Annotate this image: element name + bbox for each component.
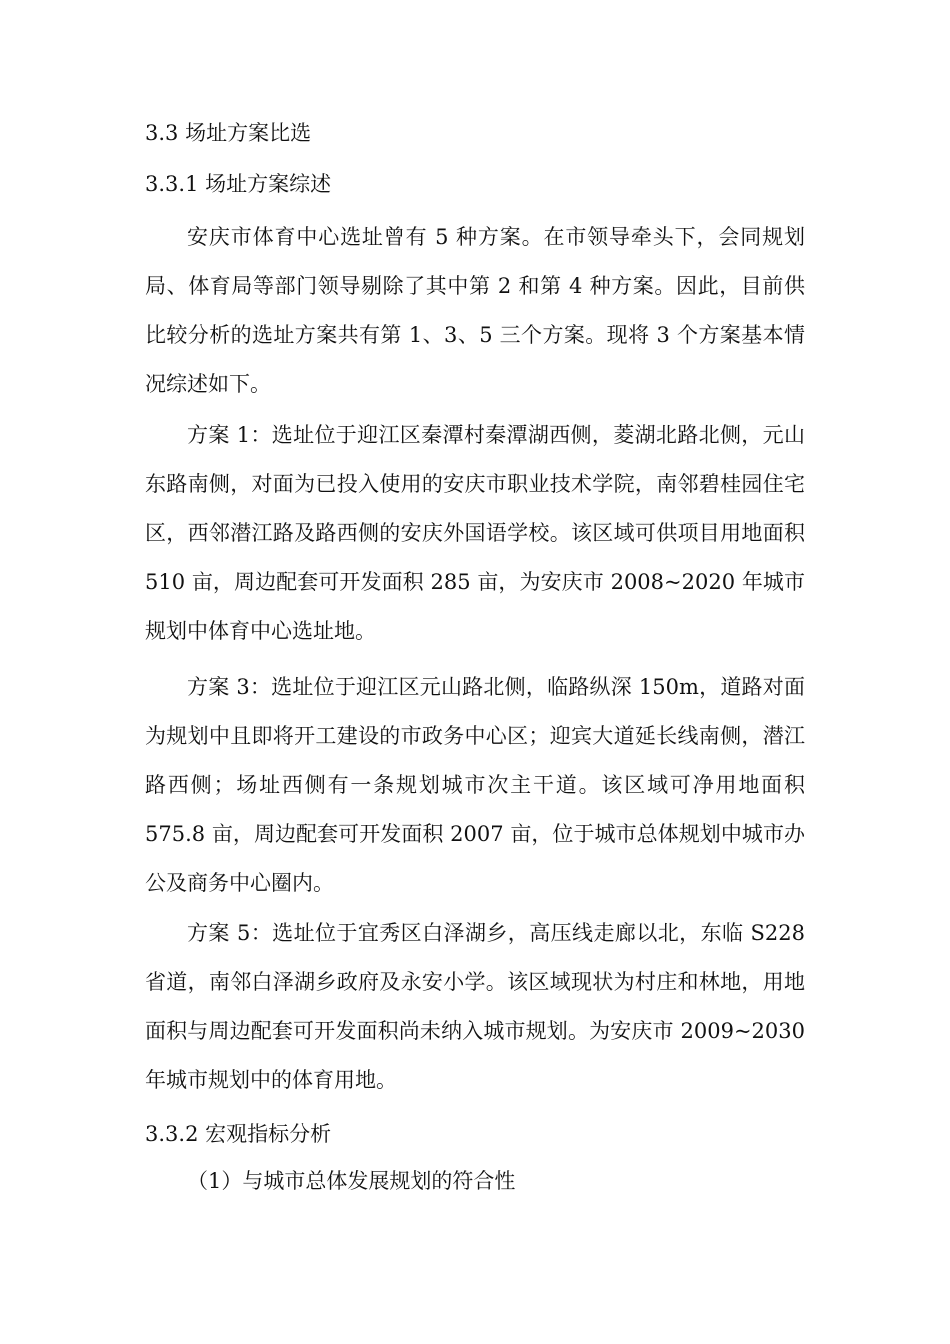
list-item: （1）与城市总体发展规划的符合性 — [187, 1169, 516, 1193]
section-heading-3-3: 3.3 场址方案比选 — [145, 121, 312, 145]
option-1-paragraph: 方案 1：选址位于迎江区秦潭村秦潭湖西侧，菱湖北路北侧，元山东路南侧，对面为已投入使用的安庆市职业技术学院，南邻碧桂园住宅区，西邻潜江路及路西侧的安庆外国语学校。该区域可供项目用地面积 510 亩，周边配套可开发面积 285 亩，为安庆市 2008~2020 年城市规划中体育中心选址地。 — [145, 423, 805, 643]
section-heading-3-3-2: 3.3.2 宏观指标分析 — [145, 1122, 332, 1146]
option-3-paragraph: 方案 3：选址位于迎江区元山路北侧，临路纵深 150m，道路对面为规划中且即将开工建设的市政务中心区；迎宾大道延长线南侧，潜江路西侧；场址西侧有一条规划城市次主干道。该区域可净用地面积 575.8 亩，周边配套可开发面积 2007 亩，位于城市总体规划中城市办公及商务中心圈内。 — [145, 675, 805, 895]
section-heading-3-3-1: 3.3.1 场址方案综述 — [145, 172, 332, 196]
intro-paragraph: 安庆市体育中心选址曾有 5 种方案。在市领导牵头下，会同规划局、体育局等部门领导剔除了其中第 2 和第 4 种方案。因此，目前供比较分析的选址方案共有第 1、3、5 三个方案。现将 3 个方案基本情况综述如下。 — [145, 225, 805, 396]
option-5-paragraph: 方案 5：选址位于宜秀区白泽湖乡，高压线走廊以北，东临 S228 省道，南邻白泽湖乡政府及永安小学。该区域现状为村庄和林地，用地面积与周边配套可开发面积尚未纳入城市规划。为安庆市 2009~2030 年城市规划中的体育用地。 — [145, 921, 805, 1092]
